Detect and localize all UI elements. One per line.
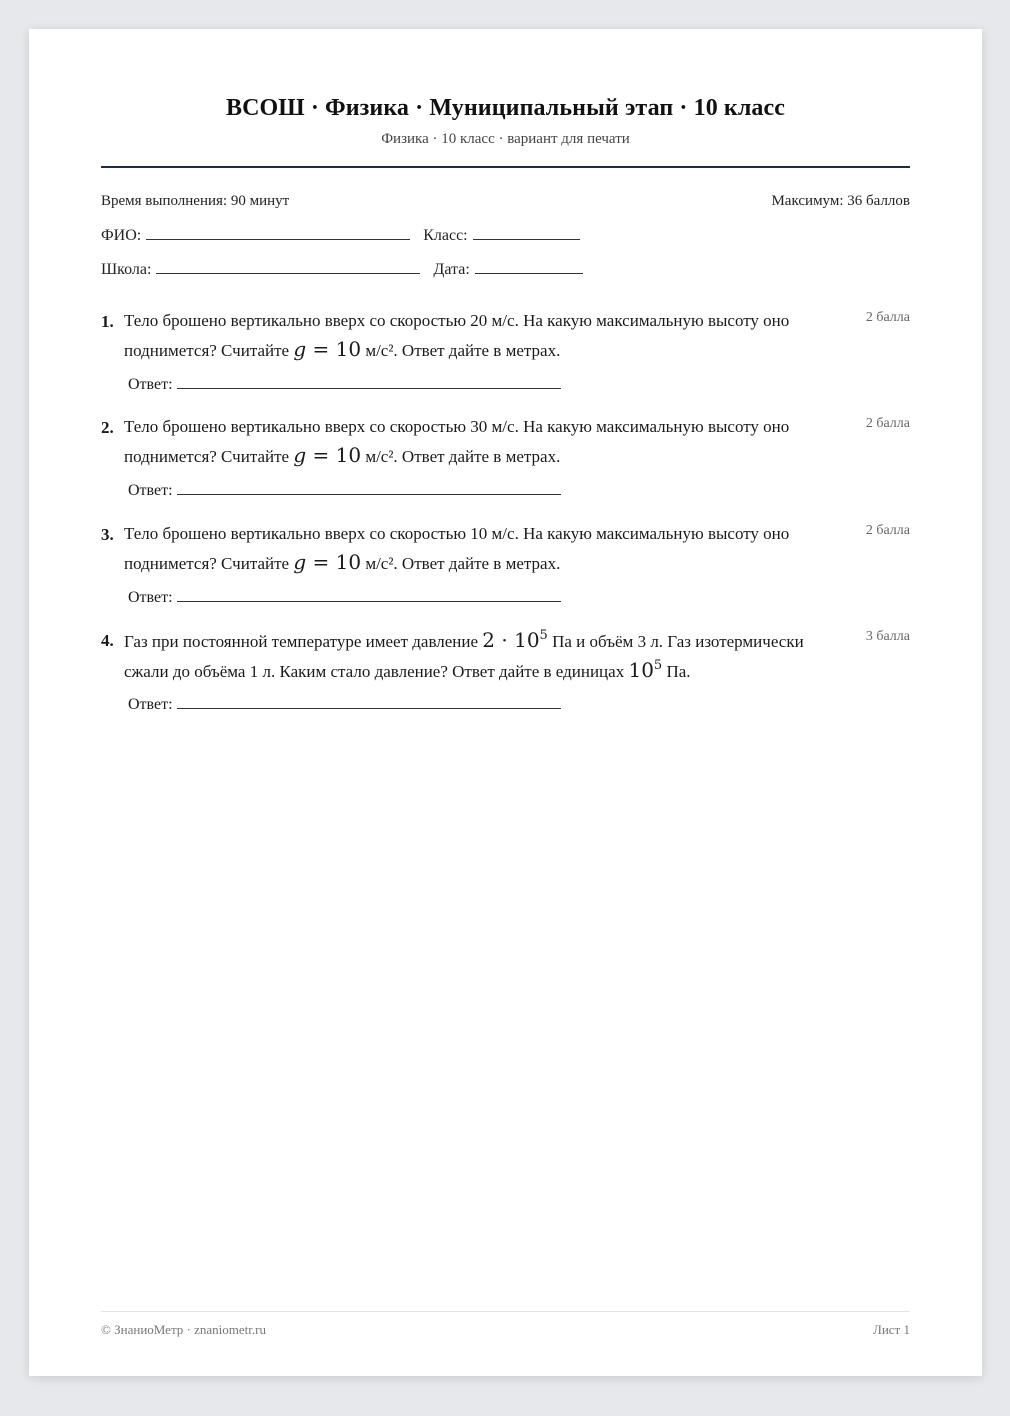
answer-field[interactable] xyxy=(177,374,561,389)
question-text-part: Тело брошено вертикально вверх со скоростью 30 м/с. На какую максимальную высоту оно поднимется? Считайте xyxy=(124,417,790,466)
question-text-part: Газ при постоянной температуре имеет давление xyxy=(124,632,483,651)
date-label: Дата: xyxy=(433,261,470,278)
page-number: Лист 1 xyxy=(873,1322,910,1337)
footer-copyright: © ЗнаниоМетр · znaniometr.ru xyxy=(101,1322,266,1337)
header-divider xyxy=(101,166,910,168)
answer-label: Ответ: xyxy=(128,376,173,393)
sheet-content xyxy=(101,29,910,1376)
question-number: 4. xyxy=(101,631,114,650)
formula xyxy=(293,443,361,467)
question-text xyxy=(124,626,836,686)
answer-row-1 xyxy=(128,374,561,394)
class-label: Класс: xyxy=(423,227,468,244)
answer-row-2 xyxy=(128,480,561,500)
question-text-part: м/с². Ответ дайте в метрах. xyxy=(361,447,561,466)
question-text-part: м/с². Ответ дайте в метрах. xyxy=(361,554,561,573)
document-subtitle: Физика · 10 класс · вариант для печати xyxy=(381,131,630,147)
formula xyxy=(628,658,662,682)
formula-exponent: 5 xyxy=(653,658,663,673)
answer-row-4 xyxy=(128,694,561,714)
answer-label: Ответ: xyxy=(128,696,173,713)
printable-sheet xyxy=(29,29,982,1376)
formula-exponent: 5 xyxy=(539,628,548,643)
question-points: 2 балла xyxy=(865,523,910,538)
answer-row-3 xyxy=(128,587,561,607)
time-limit: Время выполнения: 90 минут xyxy=(101,193,290,209)
question-text-part: Па и объём 3 л. Газ изотермически сжали до объёма 1 л. Каким стало давление? Ответ дайте в единицах xyxy=(124,632,804,681)
question-number: 1. xyxy=(101,312,114,331)
question-text xyxy=(124,307,836,365)
school-field[interactable] xyxy=(156,259,420,274)
name-field[interactable] xyxy=(146,225,410,240)
question-text xyxy=(124,413,836,471)
question-number: 2. xyxy=(101,418,114,437)
question-text xyxy=(124,520,836,578)
max-score: Максимум: 36 баллов xyxy=(771,193,910,209)
answer-label: Ответ: xyxy=(128,589,173,606)
formula-value: = 10 xyxy=(306,443,362,467)
school-info-row xyxy=(101,259,596,279)
question-points: 2 балла xyxy=(865,310,910,325)
formula-variable: g xyxy=(293,550,307,574)
document-title: ВСОШ · Физика · Муниципальный этап · 10 класс xyxy=(225,95,786,121)
formula-base: 10 xyxy=(628,658,654,682)
formula-variable: g xyxy=(293,337,307,361)
formula xyxy=(293,550,361,574)
question-text-part: м/с². Ответ дайте в метрах. xyxy=(361,341,561,360)
formula xyxy=(482,628,548,652)
formula-variable: g xyxy=(293,443,307,467)
school-label: Школа: xyxy=(101,261,152,278)
formula-value: = 10 xyxy=(306,550,362,574)
footer-divider xyxy=(101,1311,910,1312)
question-text-part: Па. xyxy=(662,662,691,681)
formula-value: = 10 xyxy=(306,337,362,361)
answer-field[interactable] xyxy=(177,480,561,495)
question-text-part: Тело брошено вертикально вверх со скоростью 20 м/с. На какую максимальную высоту оно поднимется? Считайте xyxy=(124,311,790,360)
answer-label: Ответ: xyxy=(128,482,173,499)
formula-base: 2 · 10 xyxy=(482,628,540,652)
question-points: 2 балла xyxy=(865,416,910,431)
class-field[interactable] xyxy=(473,225,580,240)
answer-field[interactable] xyxy=(177,694,561,709)
date-field[interactable] xyxy=(475,259,583,274)
formula xyxy=(293,337,361,361)
question-points: 3 балла xyxy=(865,629,910,644)
answer-field[interactable] xyxy=(177,587,561,602)
student-info-row xyxy=(101,225,593,245)
question-number: 3. xyxy=(101,525,114,544)
question-text-part: Тело брошено вертикально вверх со скоростью 10 м/с. На какую максимальную высоту оно поднимется? Считайте xyxy=(124,524,790,573)
name-label: ФИО: xyxy=(101,227,142,244)
